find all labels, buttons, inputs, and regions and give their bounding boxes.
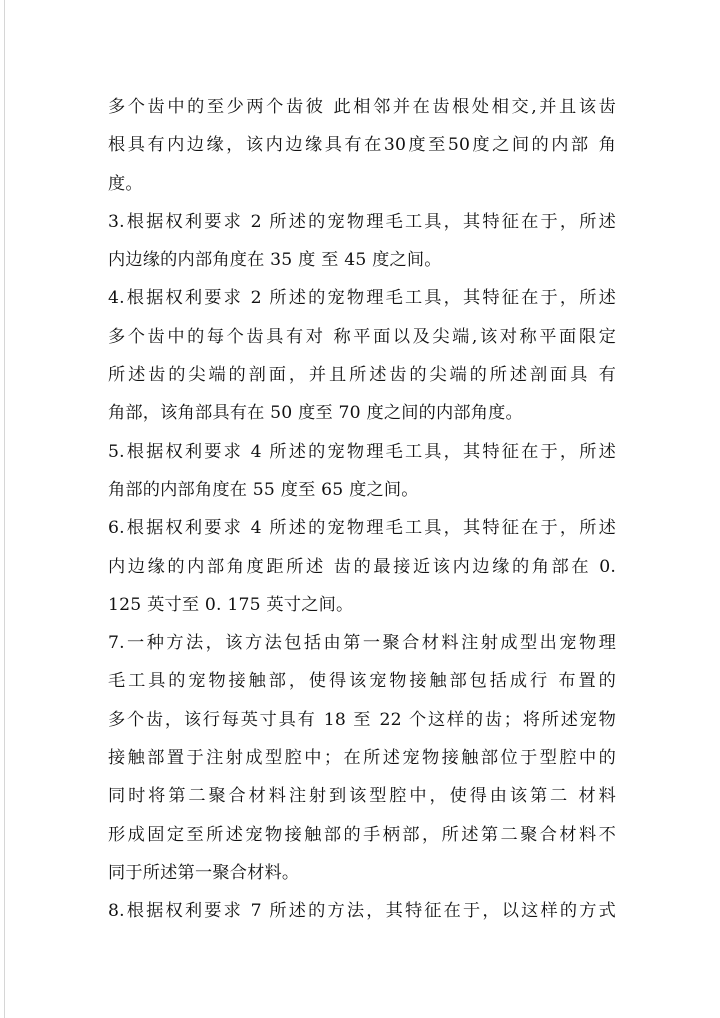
text-line: 同于所述第一聚合材料。: [108, 862, 300, 883]
claims-text-block: [108, 88, 616, 931]
text-line: 同时将第二聚合材料注射到该型腔中，使得由该第二 材料: [108, 786, 616, 807]
text-line: 内边缘的内部角度在 35 度 至 45 度之间。: [108, 250, 442, 271]
text-line: 多个齿中的至少两个齿彼 此相邻并在齿根处相交,并且该齿: [108, 97, 616, 117]
text-line: 内边缘的内部角度距所述 齿的最接近该内边缘的角部在 0.: [108, 556, 616, 577]
claim-4-line: 4.根据权利要求 2 所述的宠物理毛工具，其特征在于，所述: [108, 288, 616, 309]
text-line: 角部的内部角度在 55 度至 65 度之间。: [108, 479, 419, 500]
text-line: 多个齿，该行每英寸具有 18 至 22 个这样的齿；将所述宠物: [108, 709, 616, 730]
claim-3-line: 3.根据权利要求 2 所述的宠物理毛工具，其特征在于，所述: [108, 211, 616, 232]
text-line: 角部，该角部具有在 50 度至 70 度之间的内部角度。: [108, 403, 523, 424]
text-line: 125 英寸至 0. 175 英寸之间。: [108, 594, 354, 615]
claim-5-line: 5.根据权利要求 4 所述的宠物理毛工具，其特征在于，所述: [108, 441, 616, 462]
text-line: 度。: [108, 173, 143, 194]
text-line: 毛工具的宠物接触部，使得该宠物接触部包括成行 布置的: [108, 671, 616, 692]
text-line: 多个齿中的每个齿具有对 称平面以及尖端,该对称平面限定: [108, 326, 616, 347]
claim-8-line: 8.根据权利要求 7 所述的方法，其特征在于，以这样的方式: [108, 901, 616, 922]
page-edge-line: [4, 0, 5, 1018]
claim-6-line: 6.根据权利要求 4 所述的宠物理毛工具，其特征在于，所述: [108, 518, 616, 539]
text-line: 所述齿的尖端的剖面，并且所述齿的尖端的所述剖面具 有: [108, 365, 616, 386]
text-line: 形成固定至所述宠物接触部的手柄部，所述第二聚合材料不: [108, 824, 616, 845]
text-line: 接触部置于注射成型腔中；在所述宠物接触部位于型腔中的: [108, 748, 616, 769]
text-line: 根具有内边缘，该内边缘具有在30度至50度之间的内部 角: [108, 135, 616, 156]
claim-7-line: 7.一种方法，该方法包括由第一聚合材料注射成型出宠物理: [108, 633, 616, 654]
